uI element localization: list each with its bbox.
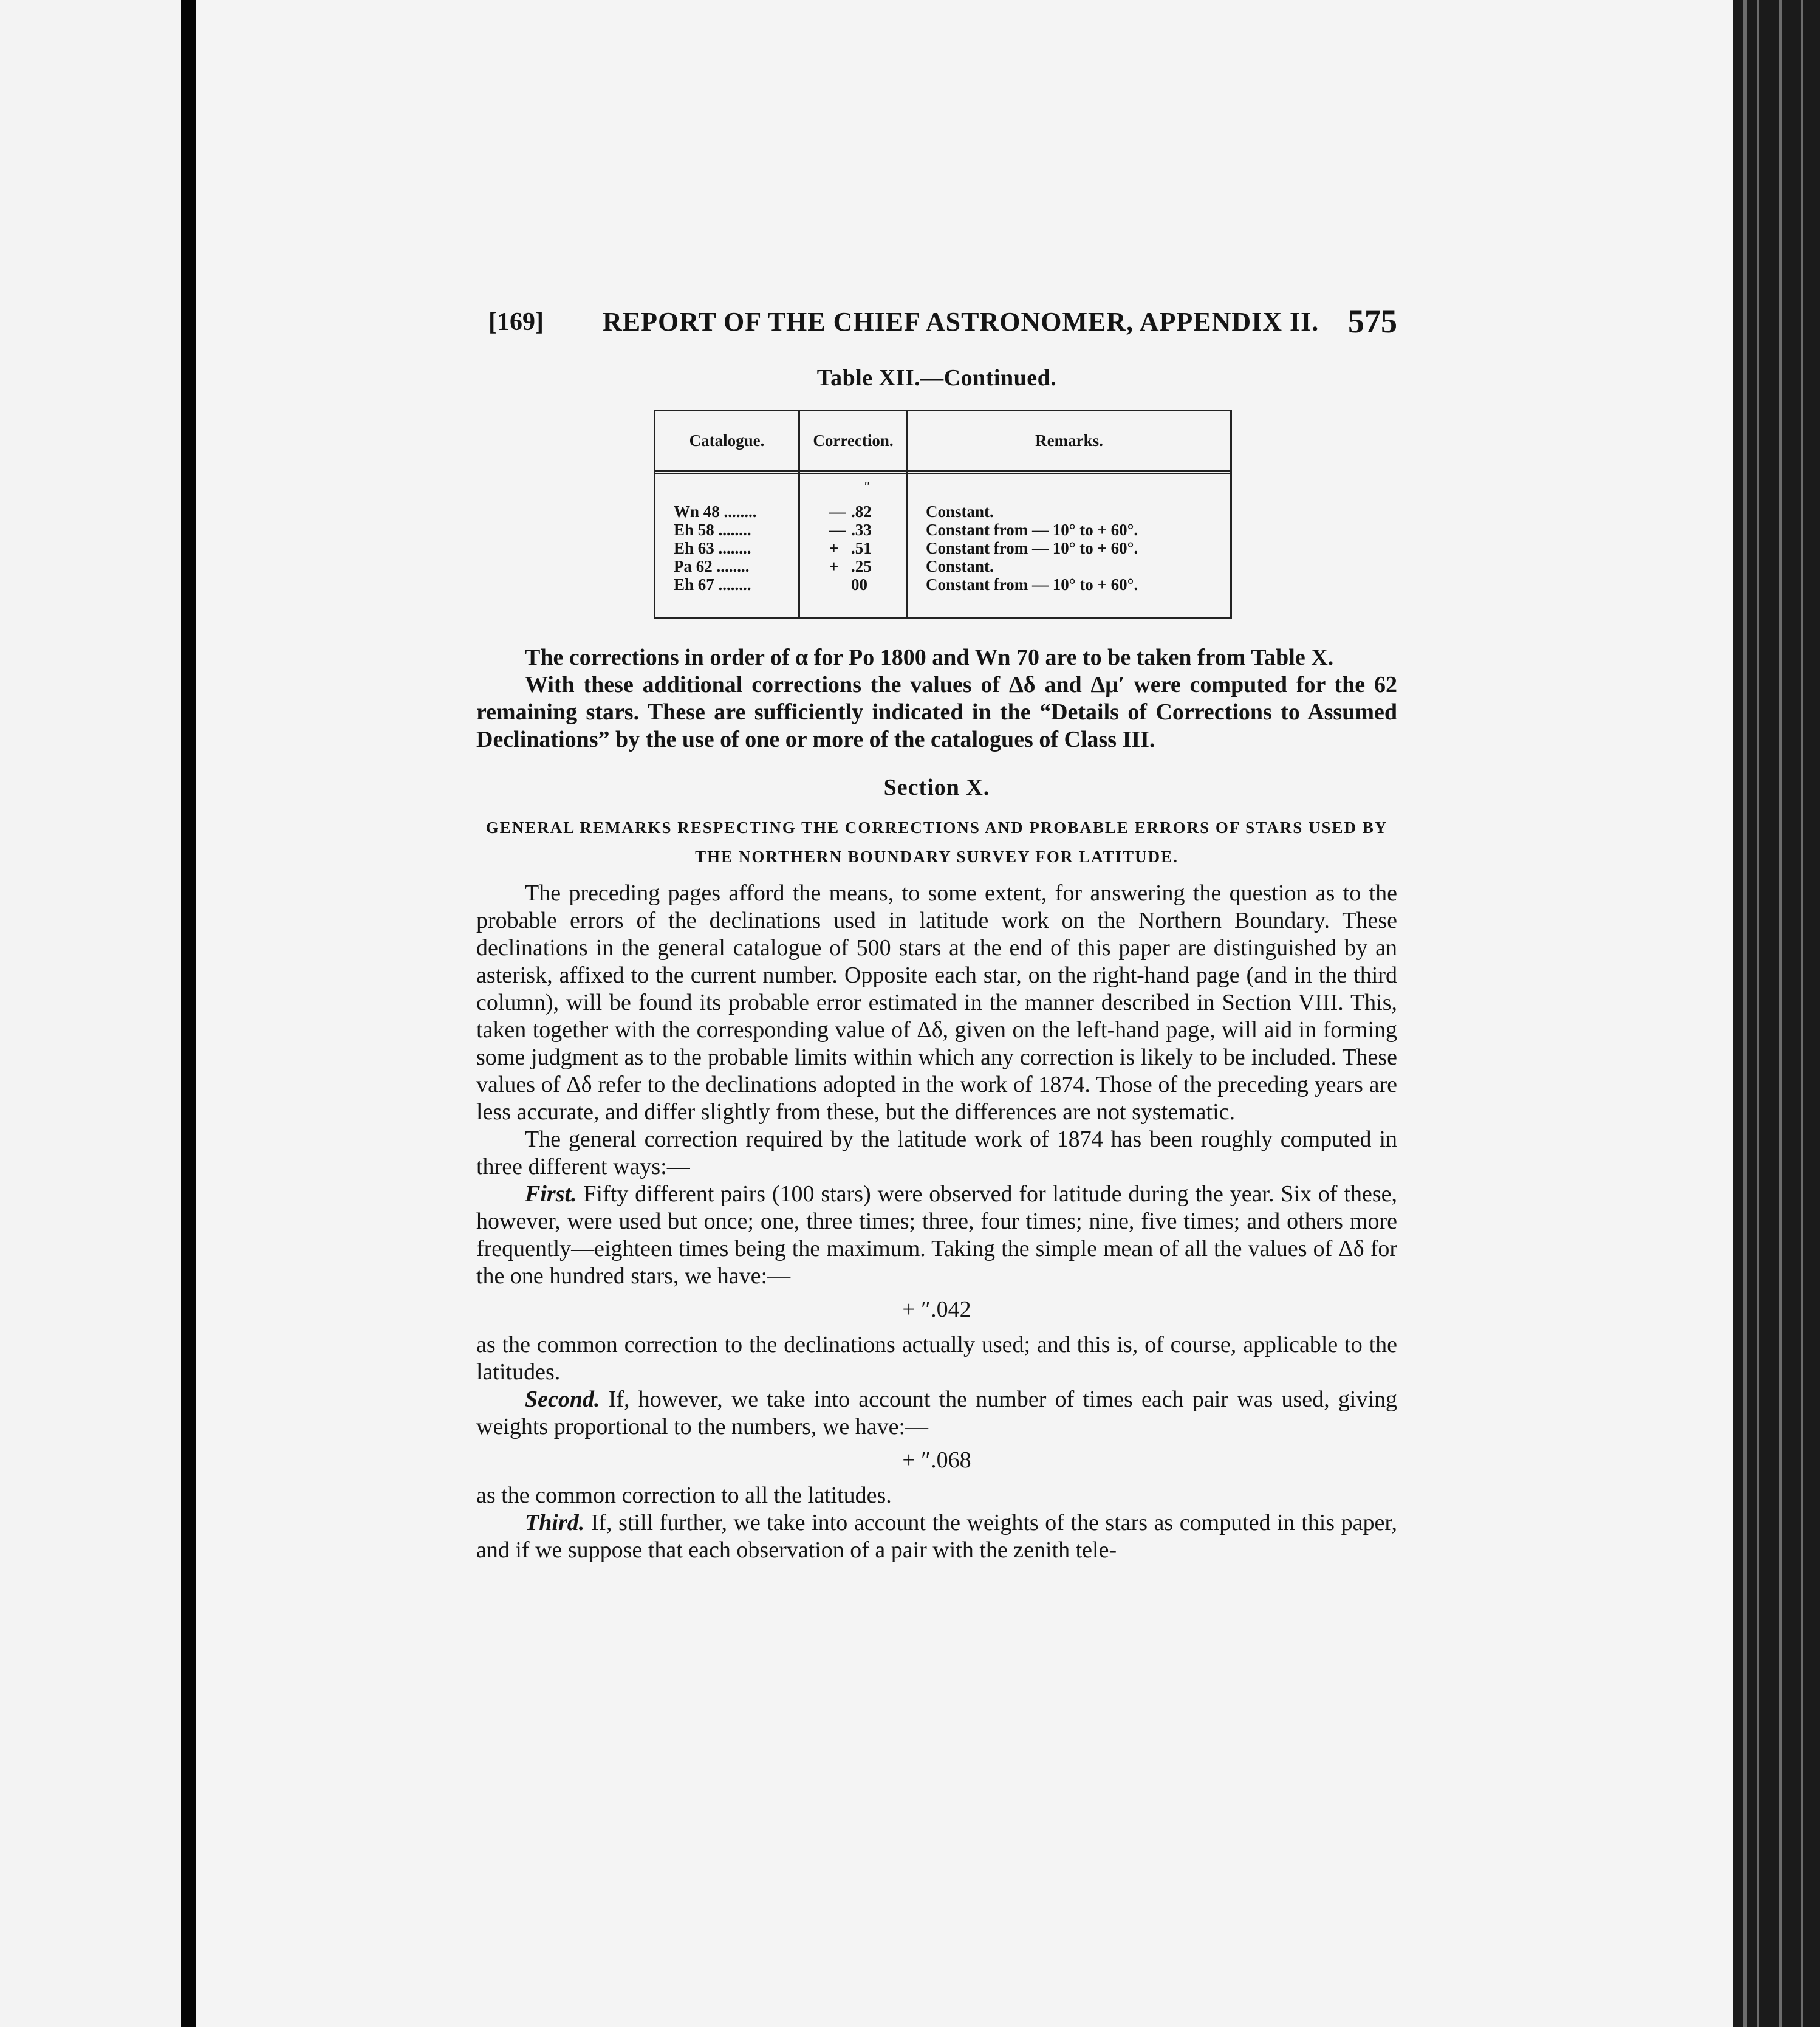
paragraph-after-second-formula: as the common correction to all the latitudes.: [476, 1483, 892, 1508]
correction-value: .33: [851, 521, 872, 539]
page-content: [476, 303, 1397, 1564]
first-text: Fifty different pairs (100 stars) were observed for latitude during the year. Six of these, however, were used but once; one, three times; three, four times; nine, five times; and others more frequently—eighteen times being the maximum. Taking the simple mean of all the values of Δδ for the one hundred stars, we have:—: [476, 1181, 1397, 1289]
second-text: If, however, we take into account the number of times each pair was used, giving weights proportional to the numbers, we have:—: [476, 1387, 1397, 1439]
page-reference: [169]: [488, 308, 544, 336]
third-label: Third.: [525, 1510, 585, 1535]
header-rule: [655, 470, 1230, 472]
column-header-correction: Correction.: [813, 431, 894, 450]
catalogue-cell: Eh 58 ........: [674, 521, 751, 539]
book-gutter: [181, 0, 196, 2027]
remarks-cell: Constant from — 10° to + 60°.: [926, 539, 1138, 557]
table-row: [655, 575, 1230, 594]
column-header-remarks: Remarks.: [1035, 431, 1103, 450]
unit-mark: ": [863, 479, 870, 495]
table-row: [655, 502, 1230, 521]
correction-value: .25: [851, 557, 872, 575]
paragraph-second: [476, 1386, 1397, 1441]
paragraph-additional-corrections: With these additional corrections the values of Δδ and Δμ′ were computed for the 62 remaining stars. These are sufficiently indicated in the “Details of Corrections to Assumed Declinations” by the use of one or more of the catalogues of Class III.: [476, 672, 1397, 752]
table-row: [655, 557, 1230, 575]
book-edge: [1733, 0, 1820, 2027]
paragraph-corrections-order: The corrections in order of α for Po 1800 and Wn 70 are to be taken from Table X.: [525, 645, 1334, 670]
first-label: First.: [525, 1181, 577, 1207]
third-text: If, still further, we take into account the weights of the stars as computed in this paper, and if we suppose that each observation of a pair with the zenith tele-: [476, 1510, 1397, 1563]
correction-value: .51: [851, 539, 872, 557]
paragraph-general-correction: The general correction required by the latitude work of 1874 has been roughly computed in three different ways:—: [476, 1127, 1397, 1179]
correction-sign: +: [829, 539, 839, 557]
facing-page-edge: [0, 0, 181, 2027]
correction-sign: —: [829, 521, 846, 539]
table-row: [655, 521, 1230, 539]
paragraph-first: [476, 1181, 1397, 1290]
corrections-table: [654, 410, 1232, 619]
table-row: [655, 539, 1230, 557]
formula-weighted-mean: + ″.068: [902, 1447, 971, 1473]
correction-value: 00: [851, 575, 867, 594]
section-subtitle: GENERAL REMARKS RESPECTING THE CORRECTIONS AND PROBABLE ERRORS OF STARS USED BY THE NORTHERN BOUNDARY SURVEY FOR LATITUDE.: [485, 818, 1388, 866]
column-header-catalogue: Catalogue.: [689, 431, 765, 450]
correction-value: .82: [851, 502, 872, 521]
header-rule: [655, 473, 1230, 474]
paragraph-after-first-formula: as the common correction to the declinations actually used; and this is, of course, applicable to the latitudes.: [476, 1332, 1397, 1385]
remarks-cell: Constant from — 10° to + 60°.: [926, 575, 1138, 594]
running-header: [476, 303, 1397, 340]
remarks-cell: Constant.: [926, 502, 994, 521]
running-head-title: REPORT OF THE CHIEF ASTRONOMER, APPENDIX II.: [603, 307, 1319, 337]
section-title: Section X.: [883, 775, 990, 800]
remarks-cell: Constant.: [926, 557, 994, 575]
remarks-cell: Constant from — 10° to + 60°.: [926, 521, 1138, 539]
correction-sign: +: [829, 557, 839, 575]
formula-simple-mean: + ″.042: [902, 1297, 971, 1322]
catalogue-cell: Wn 48 ........: [674, 502, 757, 521]
table-title: Table XII.—Continued.: [816, 365, 1057, 391]
correction-sign: —: [829, 502, 846, 521]
paragraph-third: [476, 1509, 1397, 1564]
catalogue-cell: Pa 62 ........: [674, 557, 750, 575]
second-label: Second.: [525, 1387, 600, 1412]
page-number: 575: [1348, 303, 1397, 340]
paragraph-preceding-pages: The preceding pages afford the means, to some extent, for answering the question as to the probable errors of the declinations used in latitude work on the Northern Boundary. These declinations in the general catalogue of 500 stars at the end of this paper are distinguished by an asterisk, affixed to the current number. Opposite each star, on the right-hand page (and in the third column), will be found its probable error estimated in the manner described in Section VIII. This, taken together with the corresponding value of Δδ, given on the left-hand page, will aid in forming some judgment as to the probable limits within which any correction is likely to be included. These values of Δδ refer to the declinations adopted in the work of 1874. Those of the preceding years are less accurate, and differ slightly from these, but the differences are not systematic.: [476, 880, 1397, 1125]
catalogue-cell: Eh 67 ........: [674, 575, 751, 594]
catalogue-cell: Eh 63 ........: [674, 539, 751, 557]
